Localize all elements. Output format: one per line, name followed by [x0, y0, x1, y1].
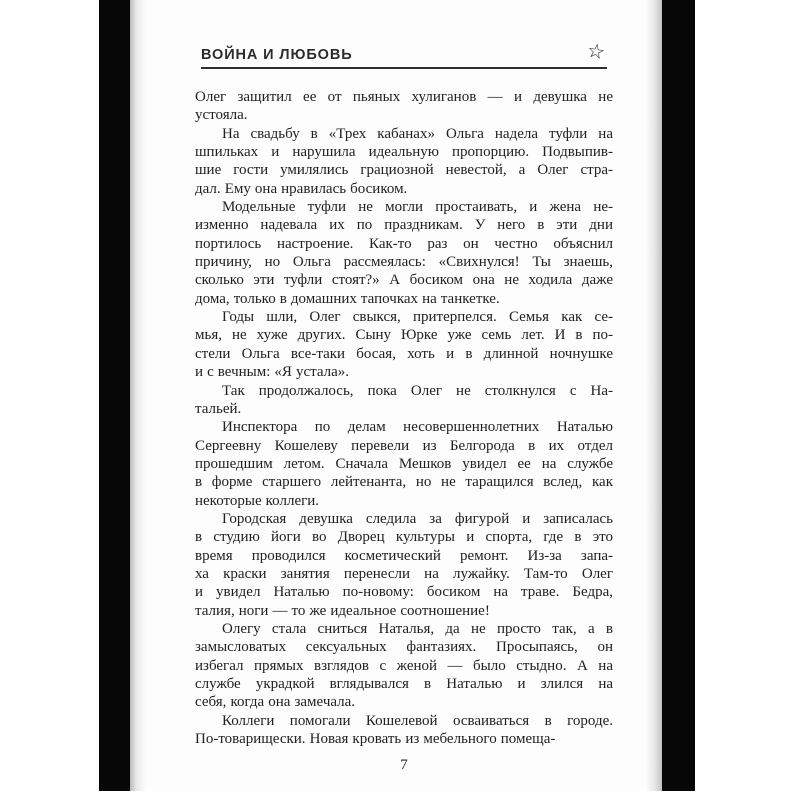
- text-line: и с вечным: «Я устала».: [195, 364, 350, 381]
- text-line: Олег защитил ее от пьяных хулиганов — и девушка не: [195, 89, 613, 105]
- text-line: Инспектора по делам несовершеннолетних Наталью: [222, 419, 613, 436]
- text-line: дал. Ему она нравилась босиком.: [195, 180, 408, 197]
- paragraph: [195, 382, 613, 419]
- text-line: ха краски занятия перенесли на лужайку. Там-то Олег: [195, 565, 613, 582]
- text-line: сколько эти туфли стоят?» А босиком она не ходила даже: [195, 272, 613, 289]
- text-line: замысловатых сексуальных фантазиях. Просыпаясь, он: [195, 639, 613, 656]
- page-number: 7: [400, 757, 408, 773]
- scan-edge-right: [662, 0, 695, 791]
- text-line: стели Ольга все-таки босая, хоть и в длинной ночнушке: [195, 345, 613, 362]
- paragraph: [195, 418, 613, 510]
- text-line: себя, когда она замечала.: [195, 694, 356, 711]
- book-page: [130, 0, 662, 791]
- text-line: прошедшим летом. Сначала Мешков увидел ее на службе: [195, 455, 613, 472]
- text-line: Олегу стала сниться Наталья, да не просто так, а в: [222, 620, 613, 637]
- page-content: [195, 0, 613, 791]
- text-line: На свадьбу в «Трех кабанах» Ольга надела туфли на: [222, 125, 613, 142]
- text-line: По-товарищески. Новая кровать из мебельного помеща-: [195, 731, 556, 748]
- paragraph: [195, 712, 613, 749]
- text-line: Так продолжалось, пока Олег не столкнулся с На-: [222, 382, 613, 399]
- paragraph: [195, 125, 613, 198]
- text-line: Годы шли, Олег свыкся, притерпелся. Семья как се-: [222, 309, 613, 326]
- running-header-title: ВОЙНА И ЛЮБОВЬ: [201, 47, 353, 63]
- text-line: и увидел Наталью по-новому: босиком на траве. Бедра,: [195, 584, 613, 601]
- header-rule: [201, 67, 607, 69]
- page-edge-shadow-right: [646, 0, 662, 791]
- paragraph: [195, 620, 613, 712]
- text-line: в студию йоги во Дворец культуры и спорта, где в это: [195, 529, 613, 546]
- text-line: шпильках и нарушила идеальную пропорцию. Подвыпив-: [195, 144, 613, 161]
- text-line: избегал прямых взглядов с женой — было стыдно. А на: [195, 657, 613, 674]
- text-line: шие гости умилялись грациозной невестой, а Олег стра-: [195, 162, 613, 179]
- text-line: Модельные туфли не могли простаивать, и жена не-: [222, 199, 613, 216]
- text-line: талия, ноги — то же идеальное соотношение!: [195, 602, 490, 619]
- scan-edge-left: [99, 0, 130, 791]
- paragraph: [195, 510, 613, 620]
- text-line: мья, не хуже других. Сыну Юрке уже семь лет. И в по-: [195, 327, 613, 344]
- text-line: портилось настроение. Как-то раз он честно объяснил: [195, 235, 613, 252]
- text-line: причину, но Ольга рассмеялась: «Свихнулся! Ты знаешь,: [195, 254, 613, 271]
- running-header: [201, 39, 607, 68]
- text-line: тальей.: [195, 400, 242, 417]
- text-line: Городская девушка следила за фигурой и записалась: [222, 510, 613, 527]
- paragraph: [195, 198, 613, 308]
- paragraph: [195, 88, 613, 125]
- paragraph: [195, 308, 613, 381]
- bookmark-star-icon[interactable]: ☆: [585, 39, 607, 65]
- text-line: Сергеевну Кошелеву перевели из Белгорода в их отдел: [195, 437, 613, 454]
- text-line: время проводился косметический ремонт. Из-за запа-: [195, 547, 613, 564]
- text-line: дома, только в домашних тапочках на танкетке.: [195, 290, 500, 307]
- text-line: службе украдкой вглядывался в Наталью и злился на: [195, 676, 613, 692]
- text-line: в форме старшего лейтенанта, но не таращился вслед, как: [195, 474, 613, 491]
- page-edge-shadow-left: [130, 0, 146, 791]
- body-text: [195, 88, 613, 748]
- text-line: устояла.: [195, 107, 248, 124]
- text-line: некоторые коллеги.: [195, 492, 320, 509]
- text-line: изменно надевала их по праздникам. У него в эти дни: [195, 217, 613, 234]
- text-line: Коллеги помогали Кошелевой осваиваться в городе.: [222, 712, 613, 729]
